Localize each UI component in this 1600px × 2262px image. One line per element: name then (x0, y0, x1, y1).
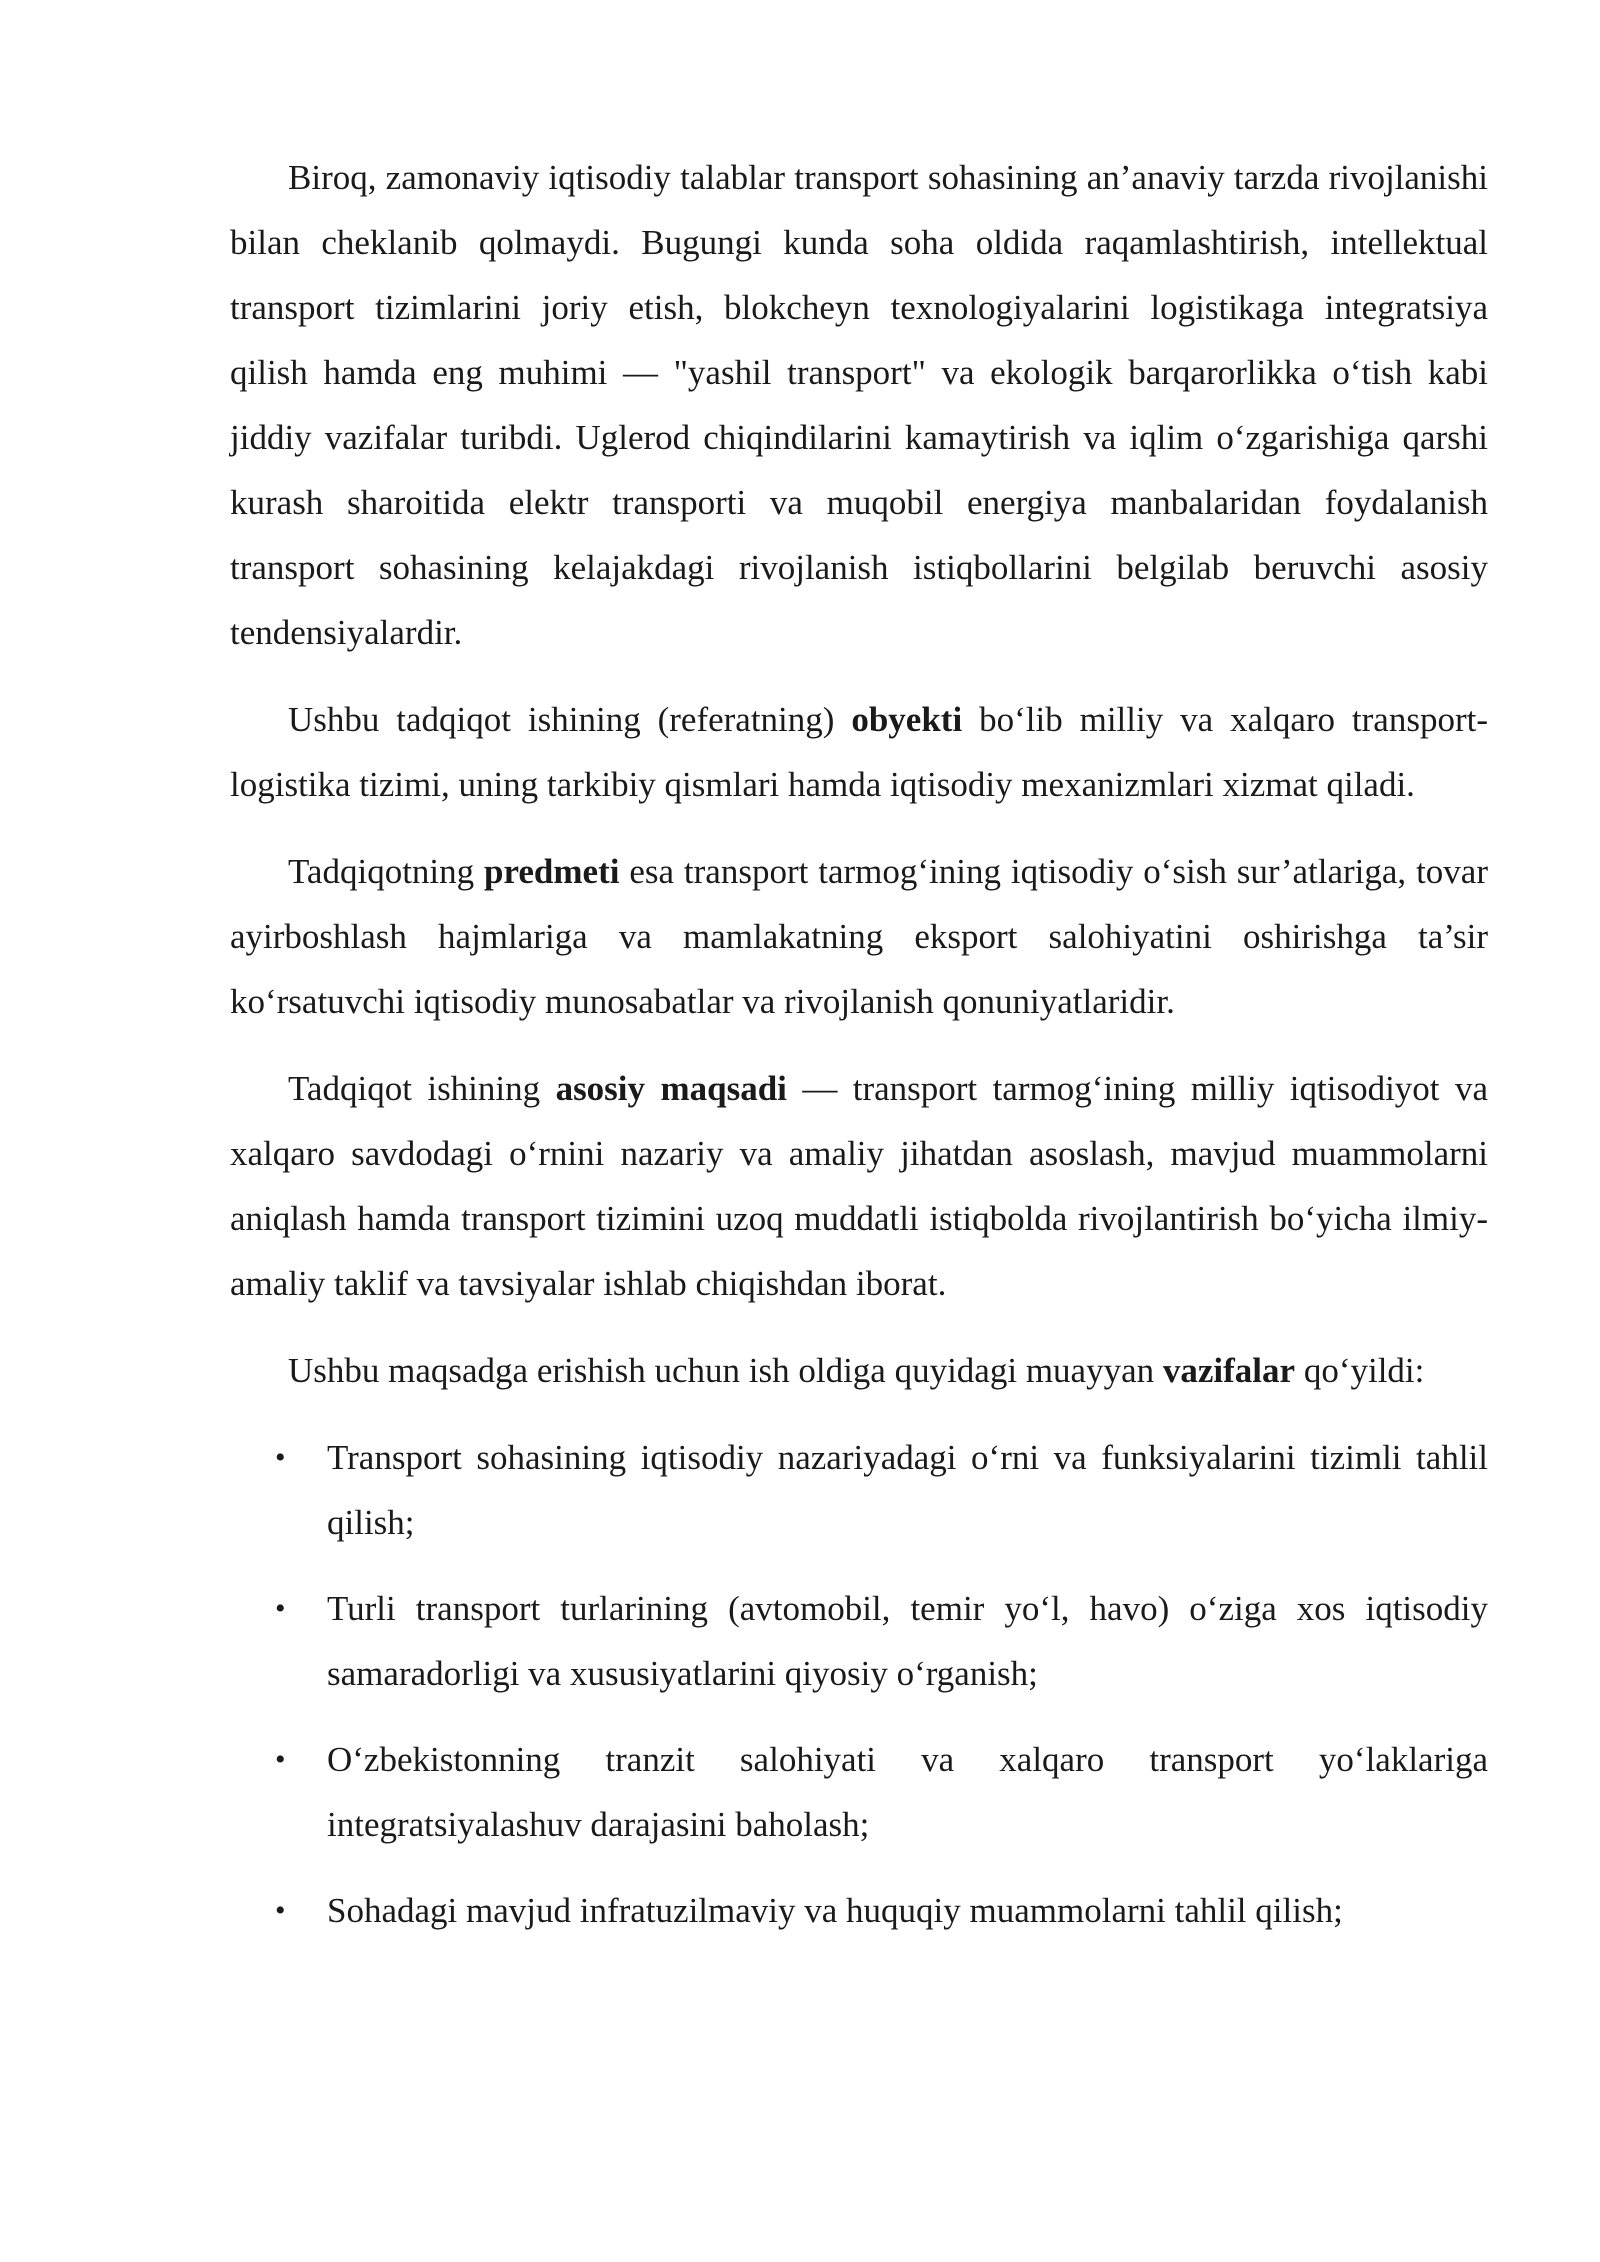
list-item: • Sohadagi mavjud infratuzilmaviy va huquqiy muammolarni tahlil qilish; (230, 1878, 1488, 1943)
tasks-intro-rest: qo‘yildi: (1295, 1351, 1425, 1390)
tasks-term: vazifalar (1162, 1351, 1296, 1390)
tasks-list (230, 1425, 1488, 1943)
goal-text-lead: Tadqiqot ishining (288, 1069, 556, 1108)
goal-paragraph (230, 1056, 1488, 1316)
object-text-lead: Ushbu tadqiqot ishining (referatning) (288, 700, 852, 739)
goal-term: asosiy maqsadi (555, 1069, 787, 1108)
goal-text-rest: — transport tarmog‘ining milliy iqtisodiyot va xalqaro savdodagi o‘rnini nazariy va amaliy jihatdan asoslash, mavjud muammolarni aniqlash hamda transport tizimini uzoq muddatli istiqbolda rivojlantirish bo‘yicha ilmiy-amaliy taklif va tavsiyalar ishlab chiqishdan iborat. (230, 1069, 1488, 1303)
object-paragraph (230, 687, 1488, 817)
list-item: • Transport sohasining iqtisodiy nazariyadagi o‘rni va funksiyalarini tizimli tahlil qilish; (230, 1425, 1488, 1555)
subject-term: predmeti (484, 852, 620, 891)
object-term: obyekti (851, 700, 963, 739)
list-item: • Turli transport turlarining (avtomobil, temir yo‘l, havo) o‘ziga xos iqtisodiy samaradorligi va xususiyatlarini qiyosiy o‘rganish; (230, 1576, 1488, 1706)
document-page (230, 145, 1488, 1964)
intro-text: Biroq, zamonaviy iqtisodiy talablar transport sohasining an’anaviy tarzda rivojlanishi bilan cheklanib qolmaydi. Bugungi kunda soha oldida raqamlashtirish, intellektual transport tizimlarini joriy etish, blokcheyn texnologiyalarini logistikaga integratsiya qilish hamda eng muhimi — "yashil transport" va ekologik barqarorlikka o‘tish kabi jiddiy vazifalar turibdi. Uglerod chiqindilarini kamaytirish va iqlim o‘zgarishiga qarshi kurash sharoitida elektr transporti va muqobil energiya manbalaridan foydalanish transport sohasining kelajakdagi rivojlanish istiqbollarini belgilab beruvchi asosiy tendensiyalardir. (230, 158, 1488, 652)
subject-paragraph (230, 839, 1488, 1034)
tasks-intro-paragraph (230, 1338, 1488, 1403)
object-text-rest: bo‘lib milliy va xalqaro transport-logistika tizimi, uning tarkibiy qismlari hamda iqtisodiy mexanizmlari xizmat qiladi. (230, 700, 1488, 804)
tasks-intro-lead: Ushbu maqsadga erishish uchun ish oldiga quyidagi muayyan (288, 1351, 1163, 1390)
subject-text-lead: Tadqiqotning (288, 852, 485, 891)
intro-paragraph (230, 145, 1488, 665)
subject-text-rest: esa transport tarmog‘ining iqtisodiy o‘sish sur’atlariga, tovar ayirboshlash hajmlariga va mamlakatning eksport salohiyatini oshirishga ta’sir ko‘rsatuvchi iqtisodiy munosabatlar va rivojlanish qonuniyatlaridir. (230, 852, 1488, 1021)
list-item: • O‘zbekistonning tranzit salohiyati va xalqaro transport yo‘laklariga integratsiyalashuv darajasini baholash; (230, 1727, 1488, 1857)
